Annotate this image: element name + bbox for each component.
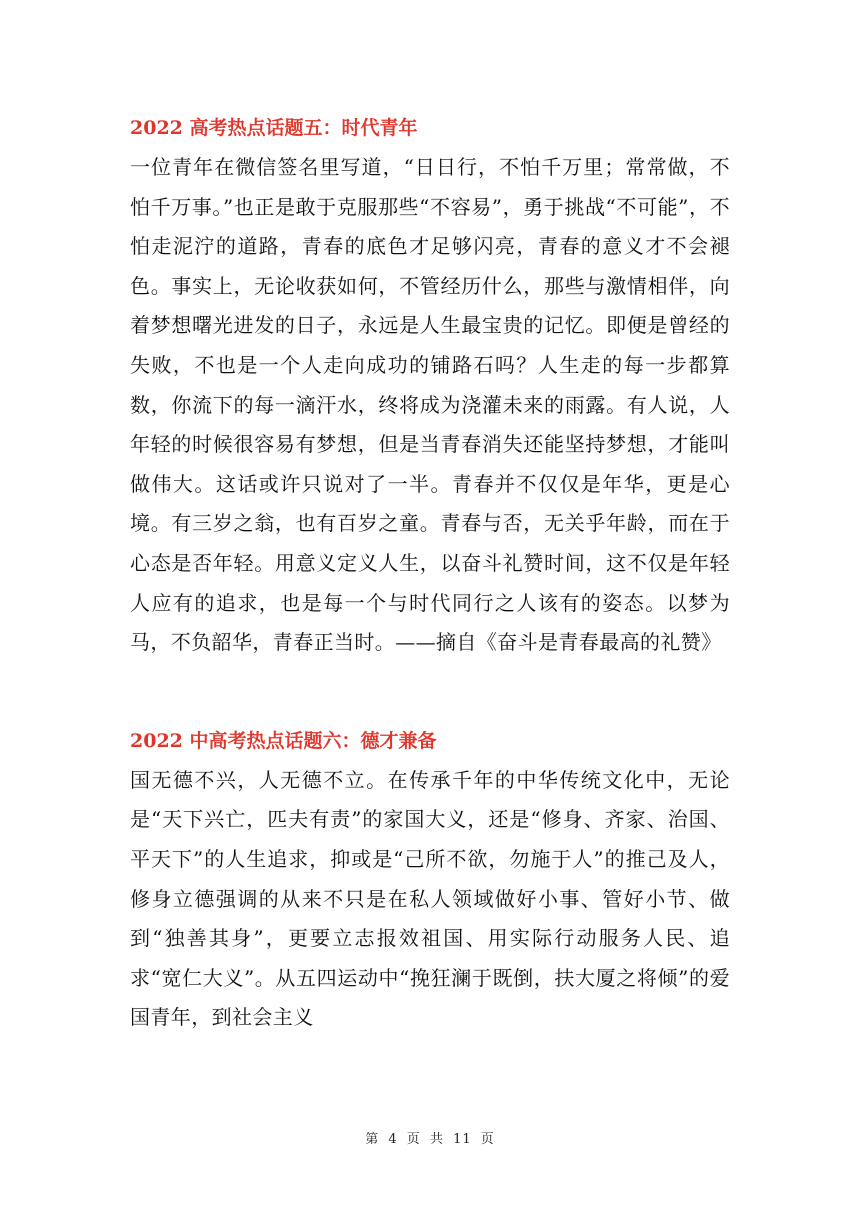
footer-page-label: 第: [365, 1132, 380, 1147]
section-body-youth: 一位青年在微信签名里写道，“日日行，不怕千万里；常常做，不怕千万事。”也正是敢于克服那些“不容易”，勇于挑战“不可能”，不怕走泥泞的道路，青春的底色才足够闪亮，青春的意义才不会褪色。事实上，无论收获如何，不管经历什么，那些与激情相伴，向着梦想曙光进发的日子，永远是人生最宝贵的记忆。即便是曾经的失败，不也是一个人走向成功的铺路石吗？人生走的每一步都算数，你流下的每一滴汗水，终将成为浇灌未来的雨露。有人说，人年轻的时候很容易有梦想，但是当青春消失还能坚持梦想，才能叫做伟大。这话或许只说对了一半。青春并不仅仅是年华，更是心境。有三岁之翁，也有百岁之童。青春与否，无关乎年龄，而在于心态是否年轻。用意义定义人生，以奋斗礼赞时间，这不仅是年轻人应有的追求，也是每一个与时代同行之人该有的姿态。以梦为马，不负韶华，青春正当时。——摘自《奋斗是青春最高的礼赞》: [130, 155, 730, 655]
section-spacer: [130, 663, 730, 721]
section-heading-youth: 2022 高考热点话题五：时代青年: [130, 117, 418, 139]
page-footer: [0, 1128, 860, 1147]
footer-page-number: 4: [388, 1132, 398, 1147]
footer-total-unit: 页: [480, 1132, 495, 1147]
section-body-virtue: 国无德不兴，人无德不立。在传承千年的中华传统文化中，无论是“天下兴亡，匹夫有责”的家国大义，还是“修身、齐家、治国、平天下”的人生追求，抑或是“己所不欲，勿施于人”的推己及人，修身立德强调的从来不只是在私人领域做好小事、管好小节、做到“独善其身”，更要立志报效祖国、用实际行动服务人民、追求“宽仁大义”。从五四运动中“挽狂澜于既倒，扶大厦之将倾”的爱国青年，到社会主义: [130, 767, 730, 1030]
footer-total-pages: 11: [453, 1132, 472, 1147]
footer-total-label: 共: [429, 1132, 444, 1147]
section-heading-virtue: 2022 中高考热点话题六：德才兼备: [130, 729, 437, 752]
footer-page-unit: 页: [406, 1132, 421, 1147]
page-content: [130, 108, 730, 1038]
